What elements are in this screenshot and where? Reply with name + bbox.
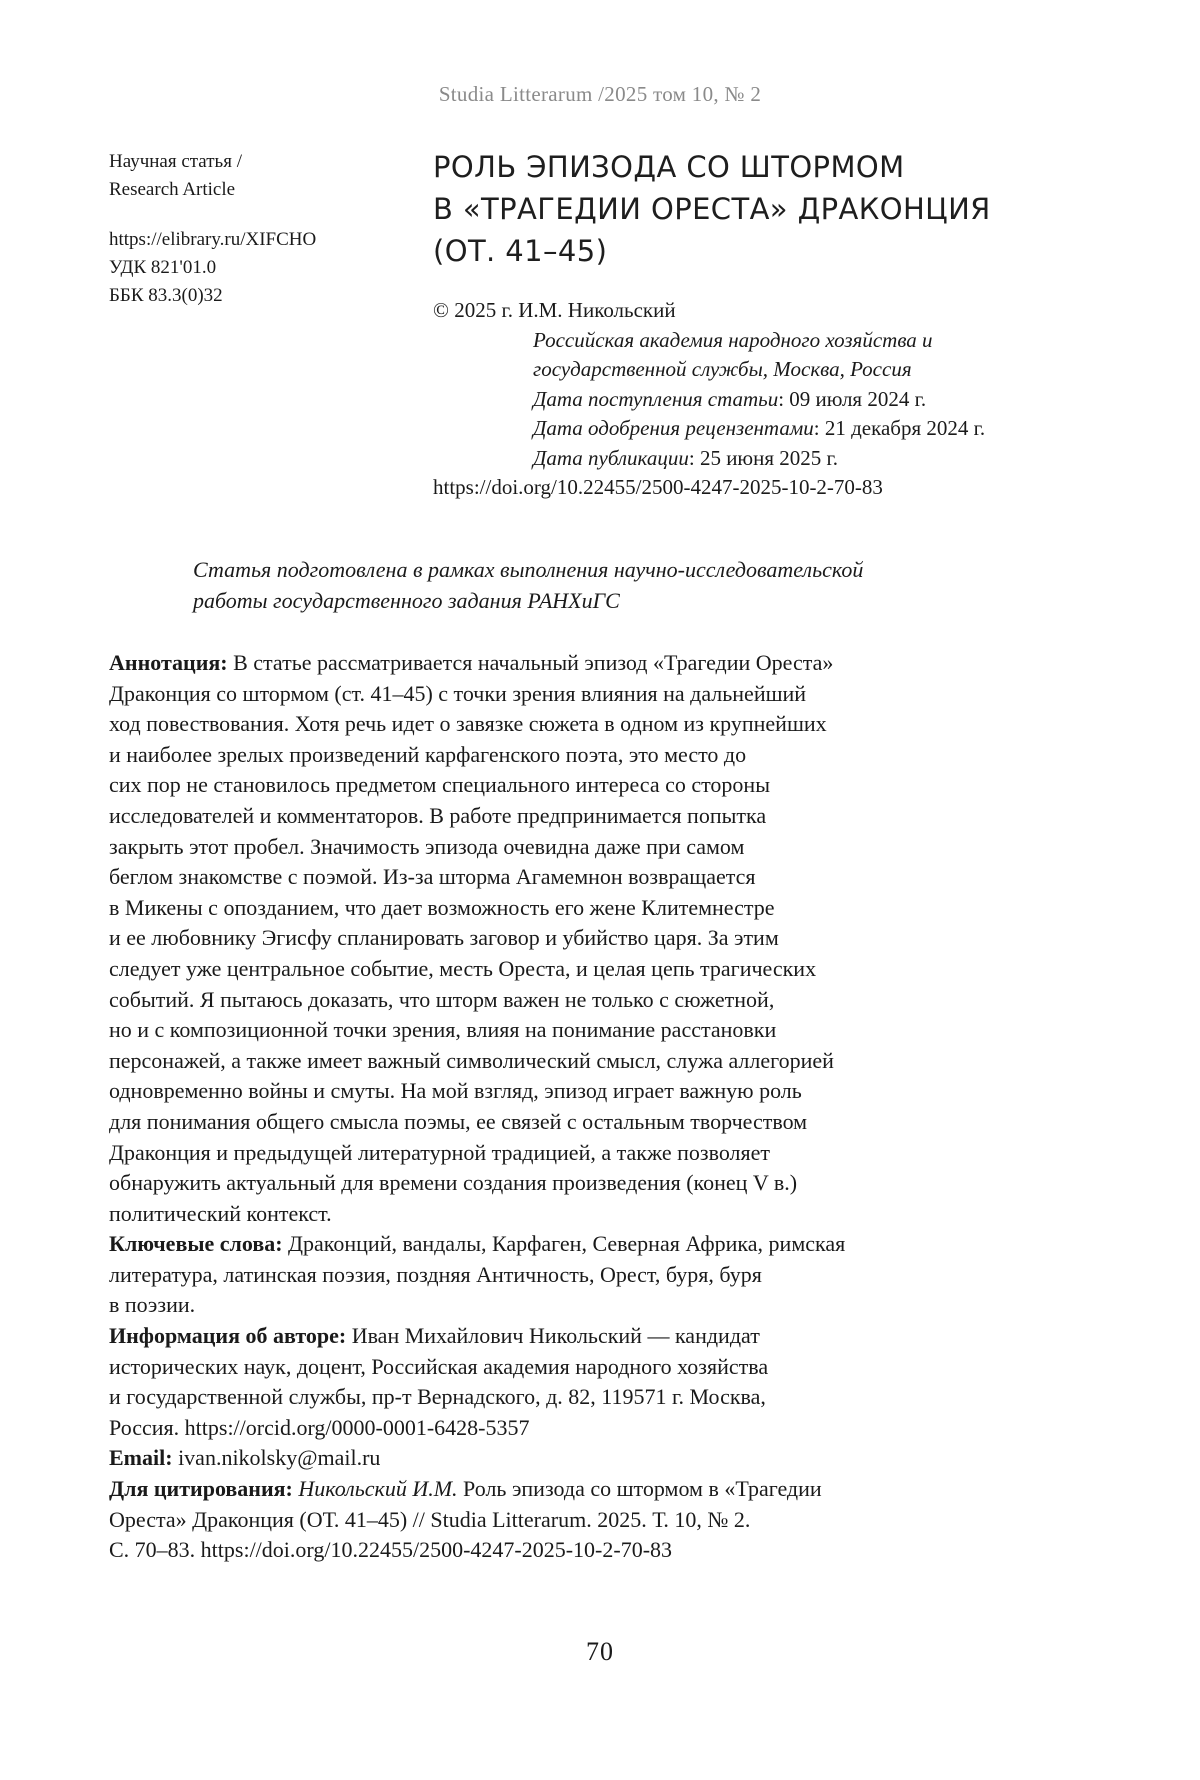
received-date: [433, 385, 1113, 415]
abstract-line: Драконция и предыдущей литературной традицией, а также позволяет: [109, 1139, 771, 1165]
affiliation-line: Российская академия народного хозяйства и: [533, 327, 933, 352]
page-number: 70: [586, 1637, 614, 1666]
article-title: [433, 146, 1053, 272]
copyright-line: © 2025 г. И.М. Никольский: [433, 298, 676, 322]
published-value: : 25 июня 2025 г.: [688, 445, 839, 470]
bbk-code: ББК 83.3(0)32: [109, 285, 223, 306]
article-front-matter: [109, 648, 1069, 1566]
article-type-en: Research Article: [109, 179, 236, 200]
author-info-line: Россия. https://orcid.org/0000-0001-6428-5357: [109, 1414, 530, 1440]
abstract-line: но и с композиционной точки зрения, влияя на понимание расстановки: [109, 1017, 777, 1043]
abstract-line: В статье рассматривается начальный эпизод «Трагедии Ореста»: [227, 650, 834, 675]
published-label: Дата публикации: [533, 445, 689, 470]
citation-label: Для цитирования:: [109, 1476, 293, 1502]
abstract-line: персонажей, а также имеет важный символический смысл, служа аллегорией: [109, 1047, 834, 1073]
title-line: (ОТ. 41–45): [433, 234, 608, 268]
approved-value: : 21 декабря 2024 г.: [813, 416, 986, 440]
abstract-line: событий. Я пытаюсь доказать, что шторм важен не только с сюжетной,: [109, 986, 775, 1012]
abstract-line: исследователей и комментаторов. В работе предпринимается попытка: [109, 802, 767, 828]
article-meta: [109, 148, 419, 310]
grant-line: работы государственного задания РАНХиГС: [193, 588, 620, 613]
abstract-line: и наиболее зрелых произведений карфагенского поэта, это место до: [109, 741, 747, 767]
citation-section: [109, 1474, 1069, 1566]
received-label: Дата поступления статьи: [533, 386, 779, 411]
email-label: Email:: [109, 1445, 173, 1471]
email-section: [109, 1443, 1069, 1474]
keywords-line: Драконций, вандалы, Карфаген, Северная Африка, римская: [282, 1231, 846, 1257]
keywords-line: в поэзии.: [109, 1292, 196, 1318]
author-block: [433, 296, 1113, 503]
citation-author: Никольский И.М.: [292, 1476, 458, 1502]
citation-line: Роль эпизода со штормом в «Трагедии: [457, 1476, 822, 1502]
abstract-line: сих пор не становилось предметом специального интереса со стороны: [109, 772, 770, 798]
author-info-label: Информация об авторе:: [109, 1323, 347, 1349]
abstract-line: закрыть этот пробел. Значимость эпизода очевидна даже при самом: [109, 833, 745, 859]
author-info-section: [109, 1321, 1069, 1443]
doi-link[interactable]: https://doi.org/10.22455/2500-4247-2025-10-2-70-83: [433, 475, 883, 499]
abstract-line: следует уже центральное событие, месть Ореста, и целая цепь трагических: [109, 955, 817, 981]
title-line: РОЛЬ ЭПИЗОДА СО ШТОРМОМ: [433, 150, 905, 184]
elibrary-link[interactable]: https://elibrary.ru/XIFCHO: [109, 229, 317, 250]
citation-line: Ореста» Драконция (ОТ. 41–45) // Studia Litterarum. 2025. Т. 10, № 2.: [109, 1506, 751, 1532]
abstract-line: Драконция со штормом (ст. 41–45) с точки зрения влияния на дальнейший: [109, 680, 807, 706]
affiliation-line: государственной службы, Москва, Россия: [533, 357, 912, 381]
abstract-line: и ее любовнику Эгисфу спланировать заговор и убийство царя. За этим: [109, 925, 779, 951]
grant-line: Статья подготовлена в рамках выполнения научно-исследовательской: [193, 557, 864, 582]
abstract-section: [109, 648, 1069, 1229]
keywords-label: Ключевые слова:: [109, 1231, 283, 1257]
article-type-ru: Научная статья /: [109, 151, 242, 172]
abstract-line: ход повествования. Хотя речь идет о завязке сюжета в одном из крупнейших: [109, 711, 827, 737]
abstract-label: Аннотация:: [109, 650, 228, 675]
citation-line: С. 70–83. https://doi.org/10.22455/2500-4247-2025-10-2-70-83: [109, 1537, 673, 1563]
keywords-section: [109, 1229, 1069, 1321]
udk-code: УДК 821'01.0: [109, 257, 217, 278]
abstract-line: политический контекст.: [109, 1200, 332, 1226]
approved-date: [433, 414, 1113, 444]
grant-note: [193, 554, 1013, 616]
abstract-line: одновременно войны и смуты. На мой взгляд, эпизод играет важную роль: [109, 1078, 802, 1104]
running-header: Studia Litterarum /2025 том 10, № 2: [438, 82, 762, 106]
author-info-line: Иван Михайлович Никольский — кандидат: [346, 1323, 760, 1349]
author-info-line: исторических наук, доцент, Российская академия народного хозяйства: [109, 1353, 769, 1379]
abstract-line: для понимания общего смысла поэмы, ее связей с остальным творчеством: [109, 1108, 808, 1134]
keywords-line: литература, латинская поэзия, поздняя Античность, Орест, буря, буря: [109, 1261, 762, 1287]
published-date: [433, 444, 1113, 474]
author-info-line: и государственной службы, пр-т Вернадского, д. 82, 119571 г. Москва,: [109, 1384, 766, 1410]
abstract-line: беглом знакомстве с поэмой. Из-за шторма Агамемнон возвращается: [109, 864, 756, 890]
received-value: : 09 июля 2024 г.: [778, 386, 927, 411]
email-value[interactable]: ivan.nikolsky@mail.ru: [172, 1445, 381, 1471]
abstract-line: обнаружить актуальный для времени создания произведения (конец V в.): [109, 1170, 798, 1196]
abstract-line: в Микены с опозданием, что дает возможность его жене Клитемнестре: [109, 894, 775, 920]
title-line: В «ТРАГЕДИИ ОРЕСТА» ДРАКОНЦИЯ: [433, 192, 991, 226]
approved-label: Дата одобрения рецензентами: [533, 416, 814, 440]
